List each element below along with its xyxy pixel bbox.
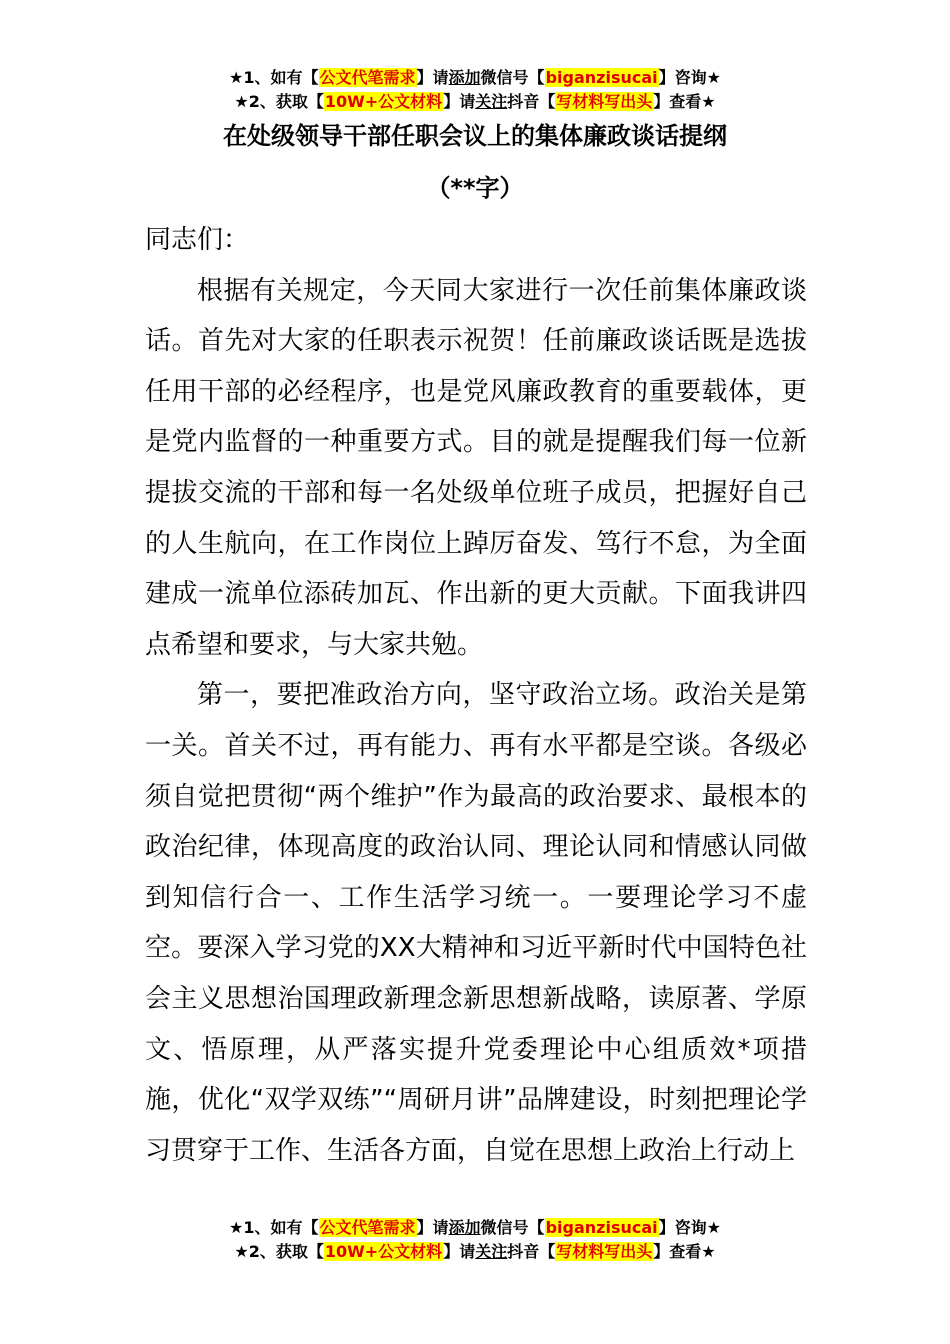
promo-underline: 关注 <box>475 1242 508 1261</box>
promo-text: ★2、获取【 <box>234 92 324 111</box>
promo-text: 】查看★ <box>653 1242 716 1261</box>
document-subtitle: （**字） <box>426 174 524 202</box>
promo-text: 】咨询★ <box>658 1218 721 1237</box>
promo-line-1 <box>0 66 950 90</box>
promo-text: 】请 <box>416 68 449 87</box>
body-paragraph: 第一，要把准政治方向，坚守政治立场。政治关是第一关。首关不过，再有能力、再有水平都是空谈。各级必须自觉把贯彻“两个维护”作为最高的政治要求、最根本的政治纪律，体现高度的政治认同、理论认同和情感认同做到知信行合一、工作生活学习统一。一要理论学习不虚空。要深入学习党的XX大精神和习近平新时代中国特色社会主义思想治国理政新理念新思想新战略，读原著、学原文、悟原理，从严落实提升党委理论中心组质效*项措施，优化“双学双练”“周研月讲”品牌建设，时刻把理论学习贯穿于工作、生活各方面，自觉在思想上政治上行动上 <box>145 680 807 1166</box>
promo-line-1 <box>0 1216 950 1240</box>
promo-text: 微信号【 <box>480 1218 545 1237</box>
promo-text: 】请 <box>443 1242 476 1261</box>
promo-text: 】请 <box>416 1218 449 1237</box>
promo-text: 抖音【 <box>507 92 556 111</box>
promo-text: ★1、如有【 <box>229 68 319 87</box>
promo-highlight: biganzisucai <box>545 1218 658 1237</box>
promo-text: 微信号【 <box>480 68 545 87</box>
promo-highlight: 写材料写出头 <box>556 1242 653 1261</box>
promo-text: ★2、获取【 <box>234 1242 324 1261</box>
body-paragraph: 根据有关规定，今天同大家进行一次任前集体廉政谈话。首先对大家的任职表示祝贺！任前廉政谈话既是选拔任用干部的必经程序，也是党风廉政教育的重要载体，更是党内监督的一种重要方式。目的就是提醒我们每一位新提拔交流的干部和每一名处级单位班子成员，把握好自己的人生航向，在工作岗位上踔厉奋发、笃行不怠，为全面建成一流单位添砖加瓦、作出新的更大贡献。下面我讲四点希望和要求，与大家共勉。 <box>145 275 807 660</box>
promo-banner-top <box>0 66 950 114</box>
promo-line-2 <box>0 1240 950 1264</box>
promo-banner-bottom <box>0 1216 950 1264</box>
promo-highlight: 公文代笔需求 <box>319 68 416 87</box>
promo-text: 】咨询★ <box>658 68 721 87</box>
promo-text: 】请 <box>443 92 476 111</box>
document-title: 在处级领导干部任职会议上的集体廉政谈话提纲 <box>223 122 727 150</box>
salutation: 同志们： <box>145 225 250 255</box>
promo-highlight: 10W+公文材料 <box>324 1242 443 1261</box>
promo-text: 】查看★ <box>653 92 716 111</box>
promo-highlight: biganzisucai <box>545 68 658 87</box>
promo-underline: 添加 <box>448 1218 481 1237</box>
promo-underline: 关注 <box>475 92 508 111</box>
promo-highlight: 写材料写出头 <box>556 92 653 111</box>
promo-text: ★1、如有【 <box>229 1218 319 1237</box>
promo-underline: 添加 <box>448 68 481 87</box>
promo-highlight: 10W+公文材料 <box>324 92 443 111</box>
promo-text: 抖音【 <box>507 1242 556 1261</box>
promo-line-2 <box>0 90 950 114</box>
promo-highlight: 公文代笔需求 <box>319 1218 416 1237</box>
document-body <box>145 215 807 1176</box>
